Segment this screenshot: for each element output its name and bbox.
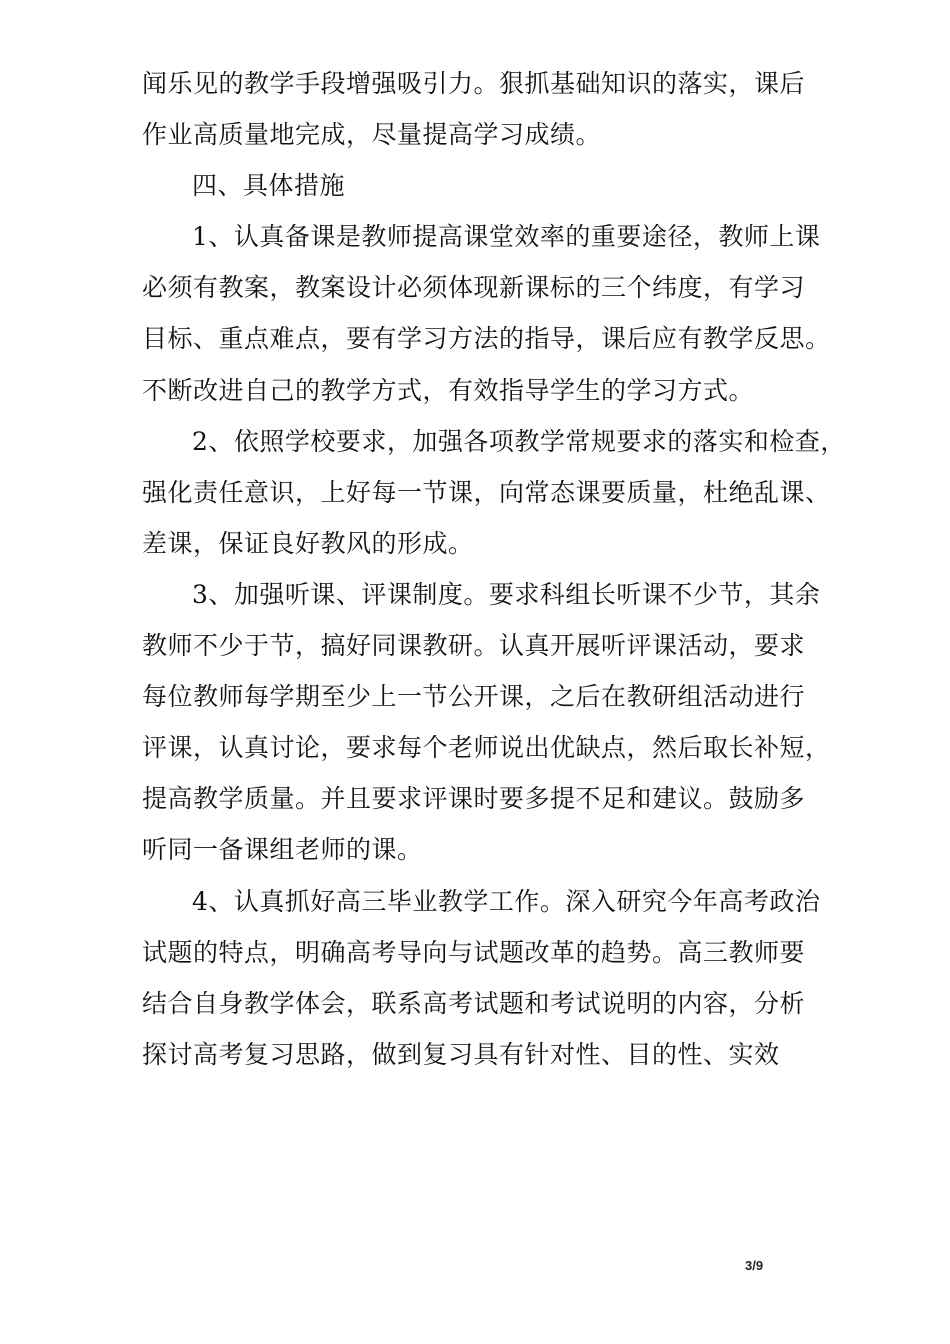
text-line: 不断改进自己的教学方式，有效指导学生的学习方式。 <box>142 375 755 405</box>
text-line: 作业高质量地完成，尽量提高学习成绩。 <box>142 120 602 150</box>
text-line: 目标、重点难点，要有学习方法的指导，课后应有教学反思。 <box>142 324 831 354</box>
text-line: 闻乐见的教学手段增强吸引力。狠抓基础知识的落实，课后 <box>142 69 806 98</box>
text-line: 试题的特点，明确高考导向与试题改革的趋势。高三教师要 <box>142 937 806 967</box>
section-heading: 四、具体措施 <box>192 171 346 201</box>
document-body <box>142 58 846 1080</box>
text-line: 必须有教案，教案设计必须体现新课标的三个纬度，有学习 <box>142 273 806 303</box>
paragraph-start: 4、认真抓好高三毕业教学工作。深入研究今年高考政治 <box>192 886 821 916</box>
text-line: 结合自身教学体会，联系高考试题和考试说明的内容，分析 <box>142 988 806 1018</box>
text-line: 提高教学质量。并且要求评课时要多提不足和建议。鼓励多 <box>142 784 806 814</box>
text-line: 评课，认真讨论，要求每个老师说出优缺点，然后取长补短， <box>142 733 831 763</box>
paragraph-start: 2、依照学校要求，加强各项教学常规要求的落实和检查， <box>192 426 846 456</box>
page-number: 3/9 <box>745 1258 764 1273</box>
paragraph-start: 3、加强听课、评课制度。要求科组长听课不少节，其余 <box>192 579 821 609</box>
text-line: 强化责任意识，上好每一节课，向常态课要质量，杜绝乱课、 <box>142 477 831 507</box>
text-line: 差课，保证良好教风的形成。 <box>142 528 474 558</box>
text-line: 探讨高考复习思路，做到复习具有针对性、目的性、实效 <box>142 1039 780 1069</box>
text-line: 听同一备课组老师的课。 <box>142 835 423 865</box>
text-line: 每位教师每学期至少上一节公开课，之后在教研组活动进行 <box>142 682 806 712</box>
paragraph-start: 1、认真备课是教师提高课堂效率的重要途径，教师上课 <box>192 222 821 252</box>
text-line: 教师不少于节，搞好同课教研。认真开展听评课活动，要求 <box>142 631 806 661</box>
